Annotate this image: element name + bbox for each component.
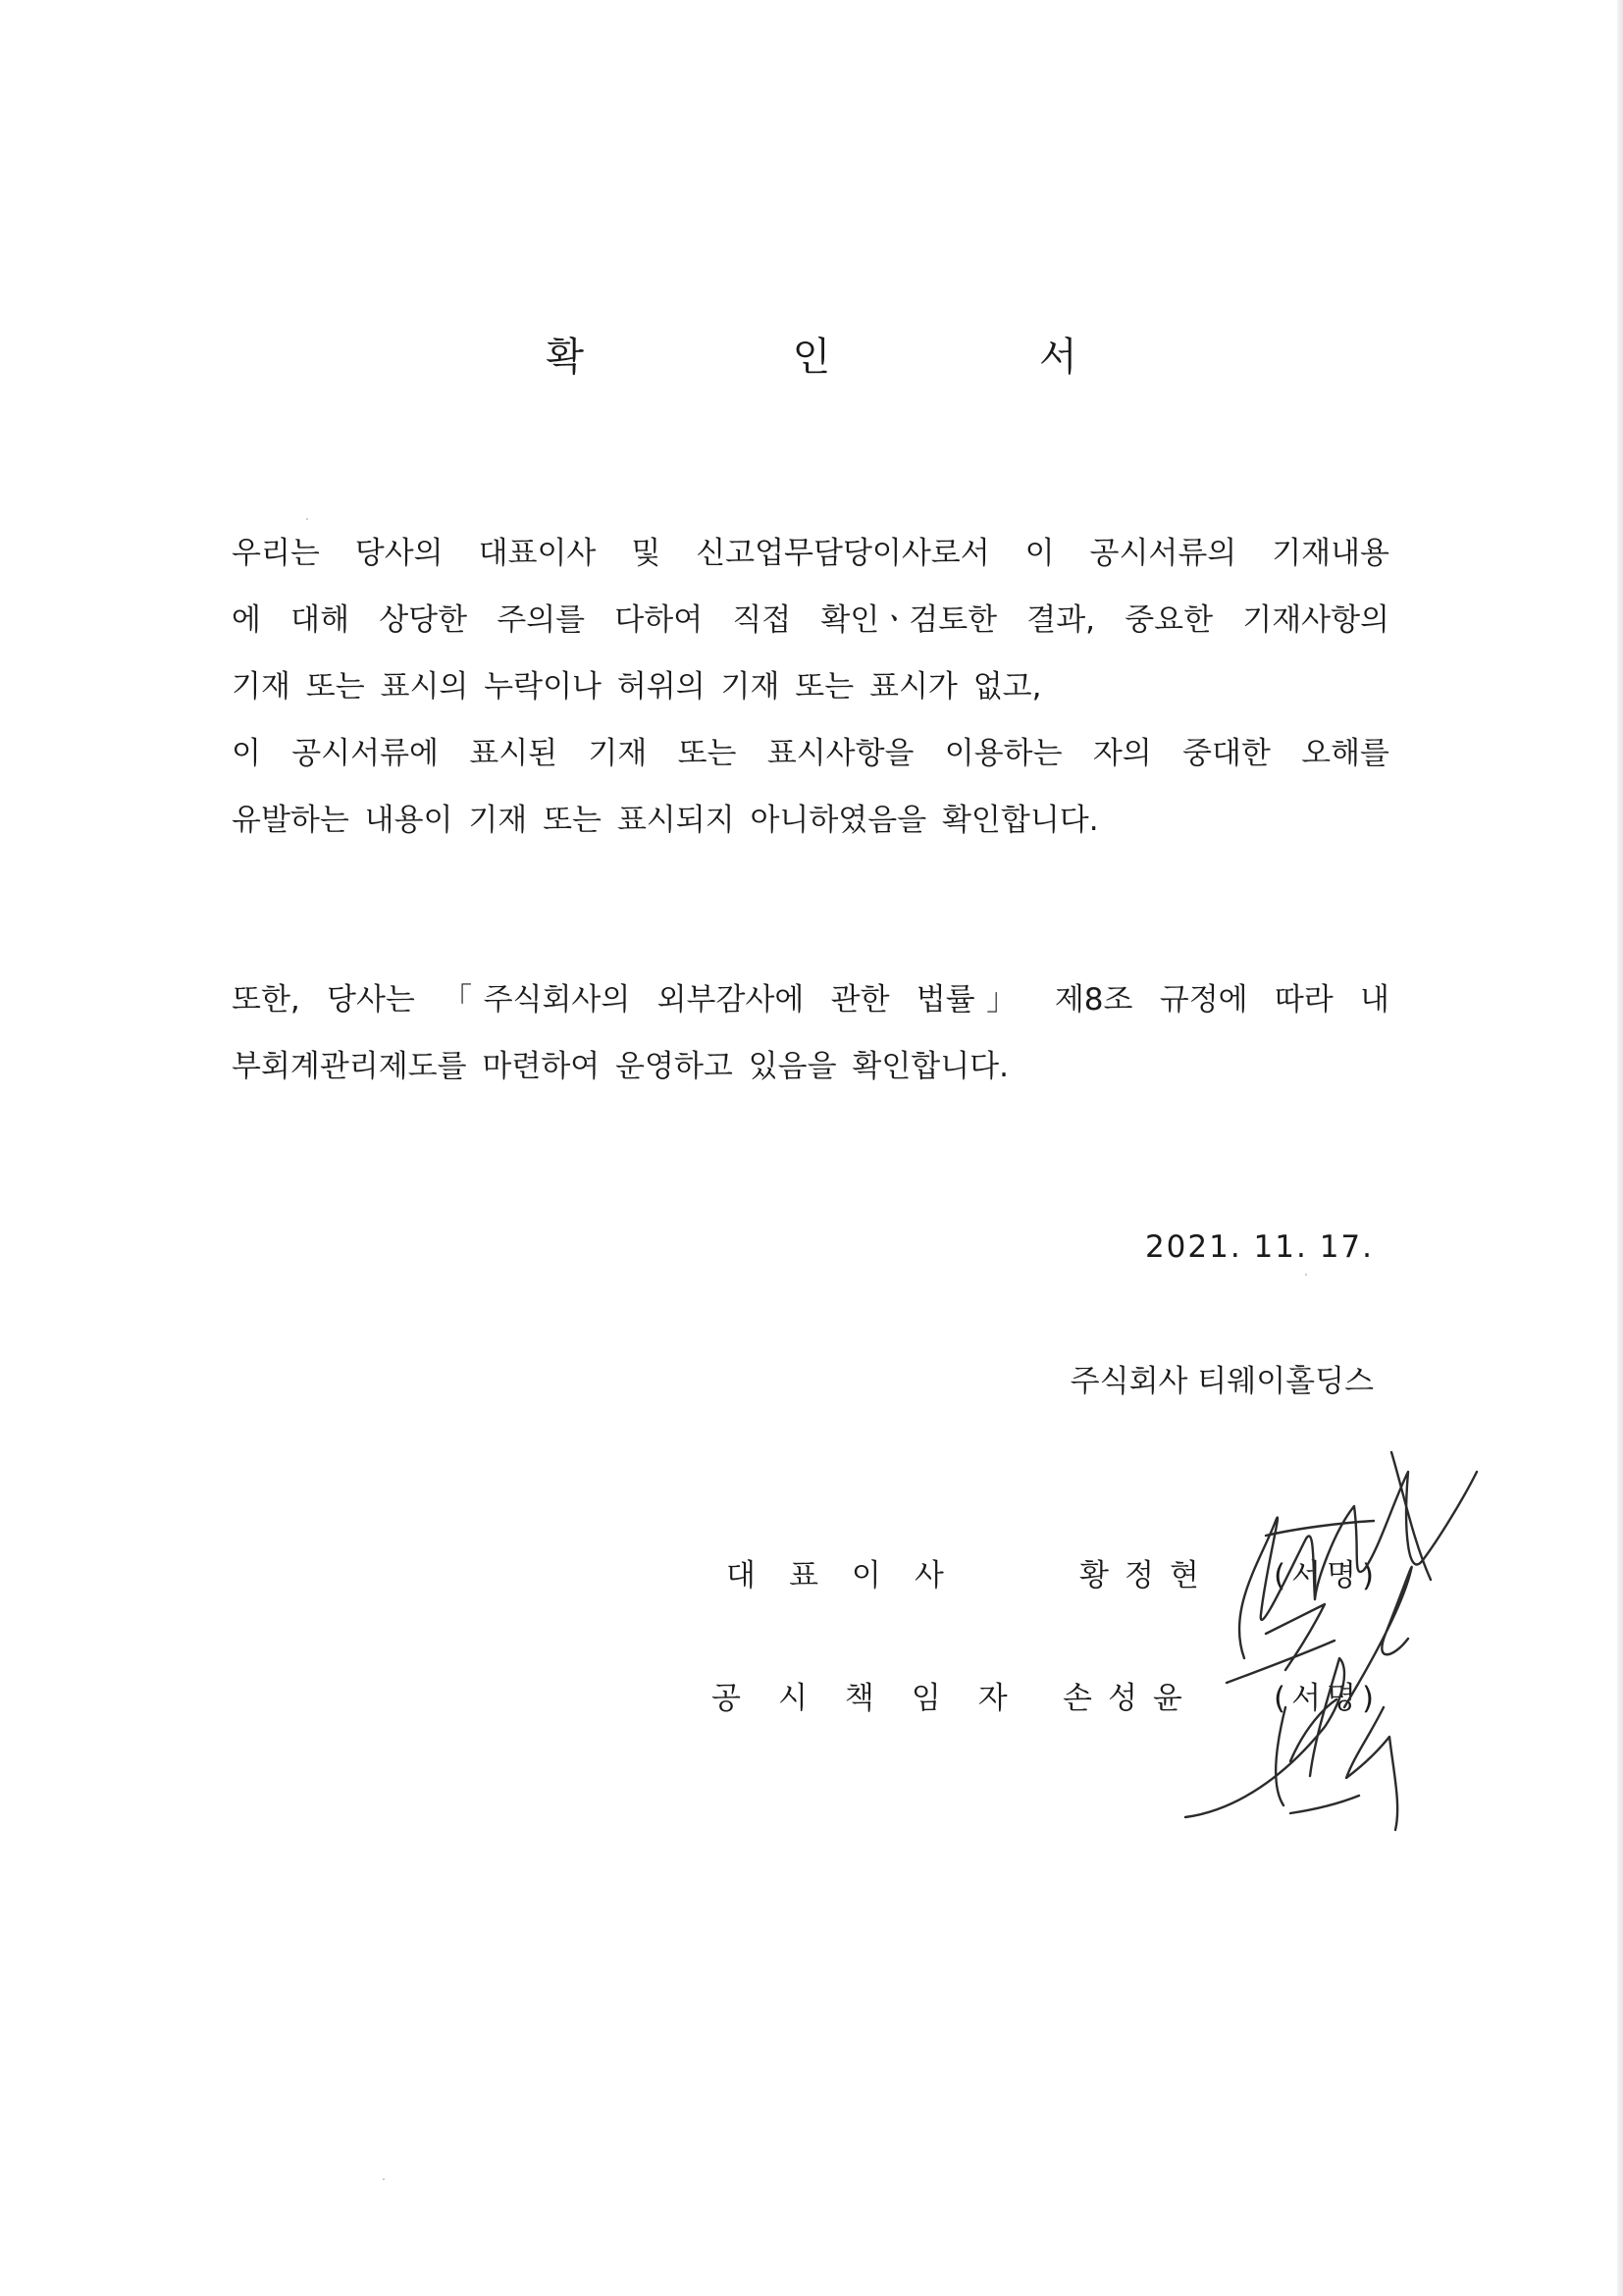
signature-mark-label: (서명) [1274, 1558, 1381, 1593]
scan-speck [383, 2178, 385, 2180]
signatory-name: 손성윤 [1063, 1681, 1198, 1716]
signatory-row-disclosure-officer [0, 1673, 1623, 1716]
scan-speck [306, 518, 308, 520]
signatory-role: 공시책임자 [711, 1681, 1045, 1716]
document-date: 2021. 11. 17. [1144, 1229, 1374, 1265]
paragraph-line: 유발하는 내용이 기재 또는 표시되지 아니하였음을 확인합니다. [232, 803, 1099, 838]
paragraph-line: 부회계관리제도를 마련하여 운영하고 있음을 확인합니다. [232, 1049, 1009, 1084]
signatory-row-ceo [0, 1550, 1623, 1593]
signature-mark-label: (서명) [1274, 1681, 1381, 1716]
signatory-name: 황정현 [1079, 1558, 1215, 1593]
handwritten-signature [1168, 1413, 1501, 1884]
paragraph-line: 우리는 당사의 대표이사 및 신고업무담당이사로서 이 공시서류의 기재내용 [232, 536, 1389, 571]
company-name: 주식회사 티웨이홀딩스 [1070, 1364, 1374, 1399]
signatory-role: 대표이사 [726, 1558, 977, 1593]
paragraph-line: 이 공시서류에 표시된 기재 또는 표시사항을 이용하는 자의 중대한 오해를 [232, 736, 1389, 771]
paragraph-line: 에 대해 상당한 주의를 다하여 직접 확인ㆍ검토한 결과, 중요한 기재사항의 [232, 602, 1389, 638]
paragraph-line: 또한, 당사는 「주식회사의 외부감사에 관한 법률」 제8조 규정에 따라 내 [232, 982, 1389, 1018]
document-title: 확 인 서 [546, 335, 1176, 380]
confirmation-paragraph [232, 520, 1389, 854]
paragraph-line: 기재 또는 표시의 누락이나 허위의 기재 또는 표시가 없고, [232, 669, 1042, 704]
scan-speck [1305, 1274, 1307, 1276]
internal-control-paragraph [232, 966, 1389, 1100]
